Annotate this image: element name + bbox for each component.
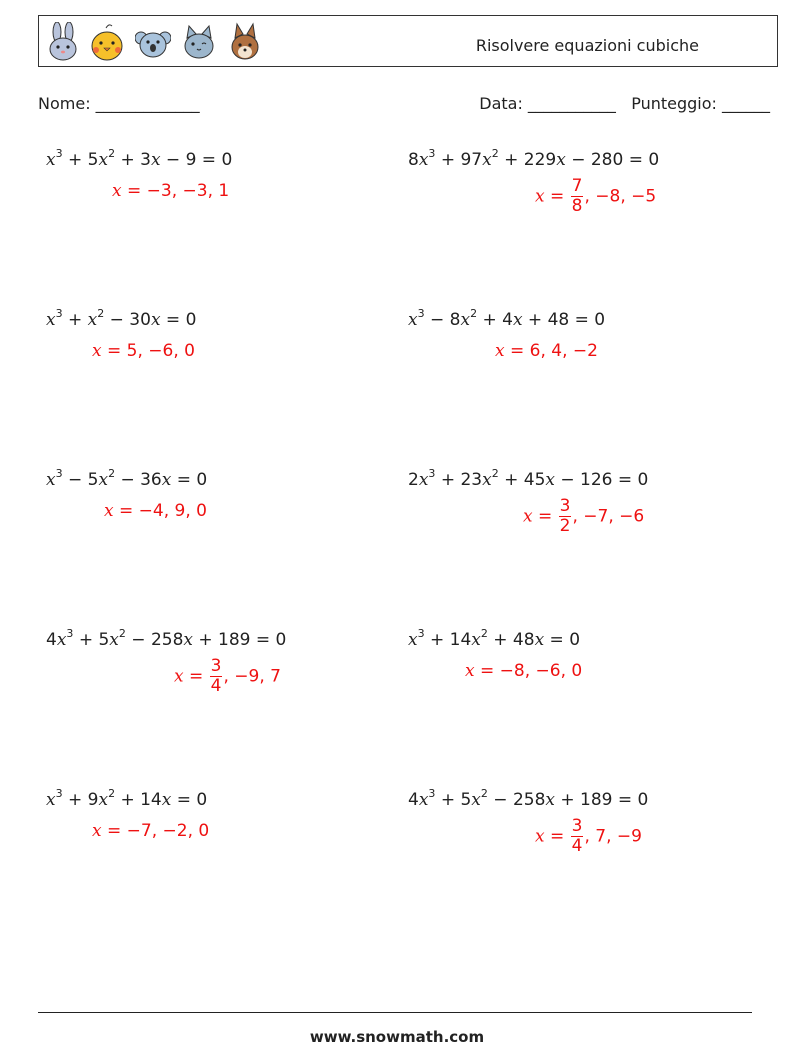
answer-variable: x — [535, 826, 545, 847]
variable: x — [150, 150, 161, 170]
fraction-denominator: 8 — [571, 196, 583, 216]
footer-site: www.snowmath.com — [309, 1028, 485, 1046]
exponent: 3 — [428, 467, 436, 480]
exponent: 3 — [55, 467, 63, 480]
equation: $2x^3 + 23x^2 + 45x - 126 = 0$ — [408, 467, 649, 490]
answer-fraction — [571, 177, 584, 216]
equation: $x^3 - 8x^2 + 4x + 48 = 0$ — [408, 307, 606, 330]
answer-variable: x — [174, 666, 184, 687]
equation: $4x^3 + 5x^2 - 258x + 189 = 0$ — [408, 787, 649, 810]
exponent: 3 — [66, 627, 74, 640]
fraction-numerator: 7 — [571, 176, 583, 196]
equation: $x^3 + 5x^2 + 3x - 9 = 0$ — [46, 147, 233, 170]
name-field: Nome: _____________ — [38, 94, 200, 113]
variable: x — [46, 150, 56, 170]
answer-variable: x — [92, 821, 102, 841]
equation: $x^3 + x^2 - 30x = 0$ — [46, 307, 197, 330]
answer: x = $\frac{7}{8}$ , −8, −5 — [535, 176, 657, 216]
answer: x = 6, 4, −2 — [495, 341, 598, 361]
exponent: 2 — [480, 787, 488, 800]
variable: x — [98, 790, 109, 810]
answer-fraction — [210, 657, 223, 696]
fraction-numerator: 3 — [559, 496, 571, 516]
answer: x = −3, −3, 1 — [112, 181, 230, 201]
equation: $x^3 + 14x^2 + 48x = 0$ — [408, 627, 581, 650]
date-field: Data: ___________ — [479, 94, 616, 113]
chick-icon — [89, 22, 125, 62]
variable: x — [418, 150, 429, 170]
answer: x = −4, 9, 0 — [104, 501, 207, 521]
variable: x — [98, 150, 109, 170]
equation: $8x^3 + 97x^2 + 229x - 280 = 0$ — [408, 147, 660, 170]
exponent: 3 — [417, 307, 425, 320]
variable: x — [512, 310, 523, 330]
variable: x — [545, 470, 555, 490]
exponent: 2 — [470, 307, 478, 320]
variable: x — [161, 470, 172, 490]
footer-divider — [38, 1012, 752, 1013]
date-score-row — [479, 94, 770, 113]
answer: x = $\frac{3}{4}$ , −9, 7 — [174, 656, 281, 696]
variable: x — [471, 790, 481, 810]
exponent: 3 — [55, 787, 63, 800]
answer-fraction — [559, 497, 572, 536]
fraction-numerator: 3 — [571, 816, 583, 836]
answer-variable: x — [535, 186, 545, 207]
answer-variable: x — [523, 506, 533, 527]
variable: x — [150, 310, 161, 330]
fraction-denominator: 4 — [571, 836, 583, 856]
exponent: 2 — [491, 467, 499, 480]
answer-variable: x — [92, 341, 102, 361]
exponent: 3 — [417, 627, 425, 640]
equation: $x^3 + 9x^2 + 14x = 0$ — [46, 787, 208, 810]
answer-variable: x — [465, 661, 475, 681]
exponent: 2 — [108, 787, 116, 800]
variable: x — [534, 630, 545, 650]
answer: x = $\frac{3}{2}$ , −7, −6 — [523, 496, 645, 536]
fraction-denominator: 2 — [559, 516, 571, 536]
worksheet-title: Risolvere equazioni cubiche — [475, 36, 699, 55]
variable: x — [471, 630, 481, 650]
exponent: 2 — [108, 467, 116, 480]
worksheet-header — [38, 15, 778, 67]
exponent: 3 — [428, 147, 436, 160]
variable: x — [482, 470, 492, 490]
variable: x — [183, 630, 193, 650]
variable: x — [408, 310, 418, 330]
exponent: 3 — [428, 787, 436, 800]
equation: $x^3 - 5x^2 - 36x = 0$ — [46, 467, 208, 490]
rabbit-icon — [45, 22, 81, 62]
answer: x = 5, −6, 0 — [92, 341, 195, 361]
variable: x — [46, 790, 56, 810]
variable: x — [46, 310, 56, 330]
answer: x = $\frac{3}{4}$ , 7, −9 — [535, 816, 642, 856]
variable: x — [408, 630, 418, 650]
fox-icon — [227, 22, 263, 62]
equation: $4x^3 + 5x^2 - 258x + 189 = 0$ — [46, 627, 287, 650]
exponent: 3 — [55, 147, 63, 160]
variable: x — [460, 310, 471, 330]
exponent: 3 — [55, 307, 63, 320]
answer-variable: x — [495, 341, 505, 361]
exponent: 2 — [97, 307, 105, 320]
variable: x — [545, 790, 555, 810]
score-field: Punteggio: ______ — [631, 94, 770, 113]
variable: x — [556, 150, 566, 170]
variable: x — [161, 790, 172, 810]
variable: x — [46, 470, 56, 490]
exponent: 2 — [118, 627, 126, 640]
variable: x — [87, 310, 98, 330]
variable: x — [482, 150, 492, 170]
variable: x — [418, 470, 429, 490]
variable: x — [98, 470, 109, 490]
answer-variable: x — [112, 181, 122, 201]
cat-icon — [181, 22, 217, 62]
exponent: 2 — [108, 147, 116, 160]
variable: x — [418, 790, 429, 810]
answer: x = −7, −2, 0 — [92, 821, 210, 841]
fraction-denominator: 4 — [210, 676, 222, 696]
answer-variable: x — [104, 501, 114, 521]
answer-fraction — [571, 817, 584, 856]
answer: x = −8, −6, 0 — [465, 661, 583, 681]
exponent: 2 — [491, 147, 499, 160]
fraction-numerator: 3 — [210, 656, 222, 676]
variable: x — [109, 630, 119, 650]
exponent: 2 — [480, 627, 488, 640]
koala-icon — [135, 22, 171, 62]
variable: x — [56, 630, 67, 650]
